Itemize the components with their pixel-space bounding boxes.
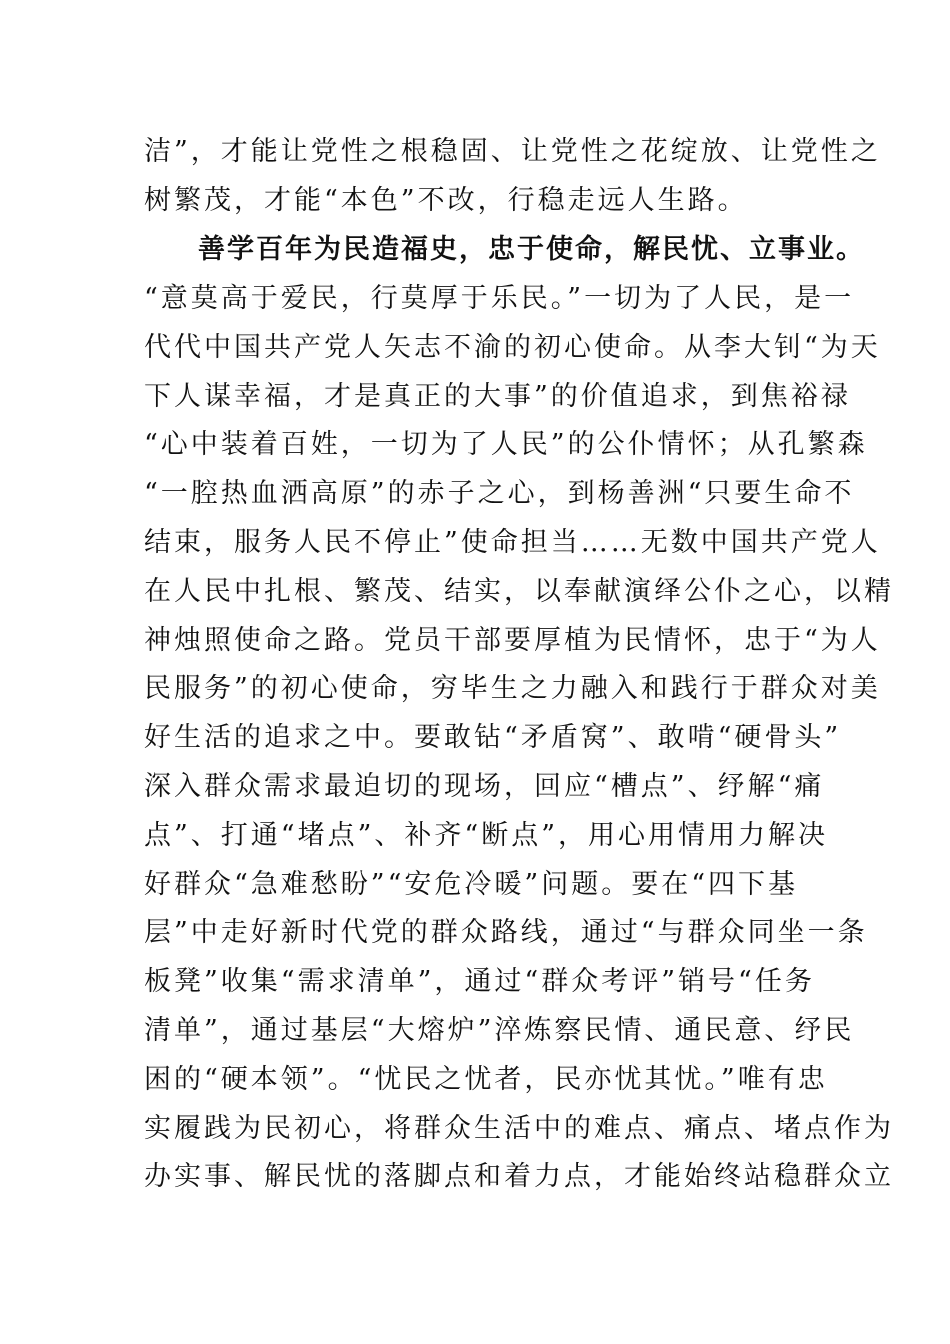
text-line: 困的“硬本领”。“忧民之忧者，民亦忧其忧。”唯有忠 [144,1063,828,1095]
text-line: 办实事、解民忧的落脚点和着力点，才能始终站稳群众立 [144,1161,894,1193]
body-text-top [144,128,881,226]
section-heading-text: 善学百年为民造福史，忠于使命，解民忧、立事业。 [198,234,865,265]
text-line: “心中装着百姓，一切为了人民”的公仆情怀；从孔繁森 [144,429,868,461]
text-line: 民服务”的初心使命，穷毕生之力融入和践行于群众对美 [144,673,881,705]
text-line: 好生活的追求之中。要敢钻“矛盾窝”、敢啃“硬骨头” [144,722,842,754]
text-line: 结束，服务人民不停止”使命担当……无数中国共产党人 [144,526,881,558]
section-heading [144,226,865,275]
text-line: “意莫高于爱民，行莫厚于乐民。”一切为了人民，是一 [144,283,855,314]
text-line: 神烛照使命之路。党员干部要厚植为民情怀，忠于“为人 [144,624,881,656]
text-line: 清单”，通过基层“大熔炉”淬炼察民情、通民意、纾民 [144,1014,855,1046]
text-line: 实履践为民初心，将群众生活中的难点、痛点、堵点作为 [144,1112,894,1144]
text-line: 在人民中扎根、繁茂、结实，以奉献演绎公仆之心，以精 [144,575,894,607]
text-line: 树繁茂，才能“本色”不改，行稳走远人生路。 [144,184,748,216]
text-line: 深入群众需求最迫切的现场，回应“槽点”、纾解“痛 [144,770,825,802]
body-text-main [144,275,894,1202]
text-line: 点”、打通“堵点”、补齐“断点”，用心用情用力解决 [144,819,829,851]
text-line: 代代中国共产党人矢志不渝的初心使命。从李大钊“为天 [144,331,881,363]
text-line: 洁”，才能让党性之根稳固、让党性之花绽放、让党性之 [144,136,881,167]
text-line: “一腔热血洒高原”的赤子之心，到杨善洲“只要生命不 [144,478,855,510]
text-line: 板凳”收集“需求清单”，通过“群众考评”销号“任务 [144,966,815,998]
text-line: 层”中走好新时代党的群众路线，通过“与群众同坐一条 [144,917,868,949]
text-line: 下人谋幸福，才是真正的大事”的价值追求，到焦裕禄 [144,380,851,412]
text-line: 好群众“急难愁盼”“安危冷暖”问题。要在“四下基 [144,868,799,900]
